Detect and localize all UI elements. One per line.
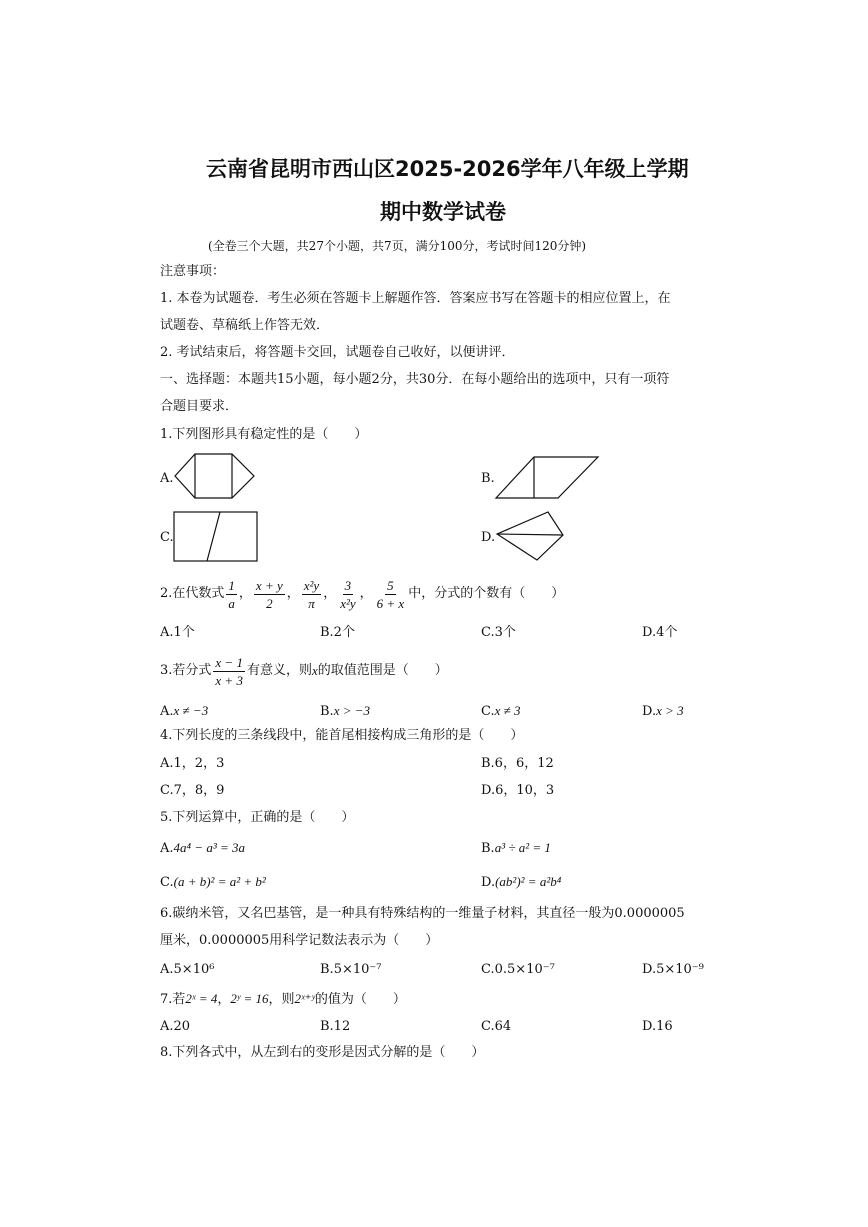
question-2-fraction-1: $\frac{1}{a}$: [228, 577, 235, 611]
question-6-line-1: 6.碳纳米管，又名巴基管，是一种具有特殊结构的一维量子材料，其直径一般为0.0000005: [160, 906, 685, 921]
question-8-stem: 8.下列各式中，从左到右的变形是因式分解的是（ ）: [160, 1045, 485, 1060]
question-6-option-d: D.5×10⁻⁹: [642, 962, 704, 977]
question-6-option-b: B.5×10⁻⁷: [320, 962, 382, 977]
question-6-option-a: A.5×10⁶: [160, 962, 215, 977]
question-3-option-a: A.x ≠ −3: [160, 703, 209, 719]
page-title: 云南省昆明市西山区2025-2026学年八年级上学期: [206, 157, 689, 181]
question-1-option-b-label: B.: [481, 471, 495, 486]
question-2-suffix: 中，分式的个数有（ ）: [408, 586, 565, 601]
question-7-expression-1: 2ˣ = 4: [185, 991, 218, 1006]
question-3-fraction: $\frac{x - 1}{x + 3}$: [215, 654, 243, 688]
question-2-stem: 2.在代数式 $\frac{1}{a}$ ， $\frac{x + y}{2}$ ， $\frac{\text{x²y}}{\pi}$ ， $\frac{3}{\text{x²y}}$ ， $\frac{5}{6 + x}$ 中，分式的个数有（ ）: [160, 577, 565, 611]
question-3-option-d: D.x > 3: [642, 703, 684, 719]
question-7-option-b: B.12: [320, 1019, 351, 1034]
section-1-line-1: 一、选择题：本题共15小题，每小题2分，共30分．在每小题给出的选项中，只有一项符: [160, 372, 670, 387]
question-5-option-a: A.4a⁴ − a³ = 3a: [160, 840, 245, 856]
exam-info: (全卷三个大题，共27个小题，共7页，满分100分，考试时间120分钟): [208, 239, 587, 253]
question-2-fraction-4: $\frac{3}{\text{x²y}}$: [340, 577, 356, 611]
question-1-option-a-figure: [172, 452, 260, 502]
question-1-option-d-figure: [494, 508, 570, 564]
question-2-prefix: 2.在代数式: [160, 586, 225, 601]
question-3-prefix: 3.若分式: [160, 663, 212, 678]
question-7-option-c: C.64: [481, 1019, 512, 1034]
question-4-stem: 4.下列长度的三条线段中，能首尾相接构成三角形的是（ ）: [160, 728, 524, 743]
question-2-option-a: A.1个: [160, 625, 195, 640]
question-4-option-d: D.6，10，3: [481, 783, 555, 798]
question-3-variable: x: [311, 663, 318, 678]
section-1-line-2: 合题目要求．: [160, 399, 239, 414]
question-7-stem: 7.若2ˣ = 4，2ʸ = 16，则2ˣ⁺ʸ的值为（ ）: [160, 991, 406, 1007]
question-3-stem: 3.若分式 $\frac{x - 1}{x + 3}$ 有意义，则 x 的取值范围是（ ）: [160, 654, 448, 688]
question-2-fraction-2: $\frac{x + y}{2}$: [255, 577, 283, 611]
question-2-fraction-3: $\frac{\text{x²y}}{\pi}$: [303, 577, 320, 611]
question-5-option-c: C.(a + b)² = a² + b²: [160, 874, 266, 890]
question-2-option-b: B.2个: [320, 625, 355, 640]
question-4-option-b: B.6，6，12: [481, 756, 554, 771]
question-5-option-b: B.a³ ÷ a² = 1: [481, 840, 551, 856]
question-4-option-c: C.7，8，9: [160, 783, 225, 798]
page-subtitle: 期中数学试卷: [380, 200, 506, 224]
question-1-option-d-label: D.: [481, 530, 496, 545]
question-7-expression-3: 2ˣ⁺ʸ: [294, 991, 315, 1006]
question-2-fraction-5: $\frac{5}{6 + x}$: [376, 577, 405, 611]
question-7-expression-2: 2ʸ = 16: [230, 991, 269, 1006]
question-4-option-a: A.1，2，3: [160, 756, 225, 771]
notice-item-1-line-2: 试题卷、草稿纸上作答无效．: [160, 318, 330, 333]
question-1-option-a-label: A.: [160, 471, 174, 486]
question-5-option-d: D.(ab²)² = a²b⁴: [481, 874, 562, 890]
question-7-option-a: A.20: [160, 1019, 191, 1034]
question-5-stem: 5.下列运算中，正确的是（ ）: [160, 810, 355, 825]
question-6-line-2: 厘米，0.0000005用科学记数法表示为（ ）: [160, 933, 439, 948]
question-2-option-d: D.4个: [642, 625, 678, 640]
question-7-option-d: D.16: [642, 1019, 673, 1034]
question-3-option-b: B.x > −3: [320, 703, 371, 719]
question-3-option-c: C.x ≠ 3: [481, 703, 521, 719]
question-1-option-c-label: C.: [160, 530, 174, 545]
question-1-stem: 1.下列图形具有稳定性的是（ ）: [160, 427, 368, 442]
question-6-option-c: C.0.5×10⁻⁷: [481, 962, 555, 977]
notice-item-1-line-1: 1. 本卷为试题卷．考生必须在答题卡上解题作答．答案应书写在答题卡的相应位置上，在: [160, 291, 671, 306]
question-1-option-b-figure: [494, 454, 602, 502]
notice-heading: 注意事项：: [160, 264, 226, 279]
question-2-option-c: C.3个: [481, 625, 516, 640]
notice-item-2: 2. 考试结束后，将答题卡交回，试题卷自己收好，以便讲评．: [160, 345, 515, 360]
question-1-option-c-figure: [172, 510, 260, 564]
